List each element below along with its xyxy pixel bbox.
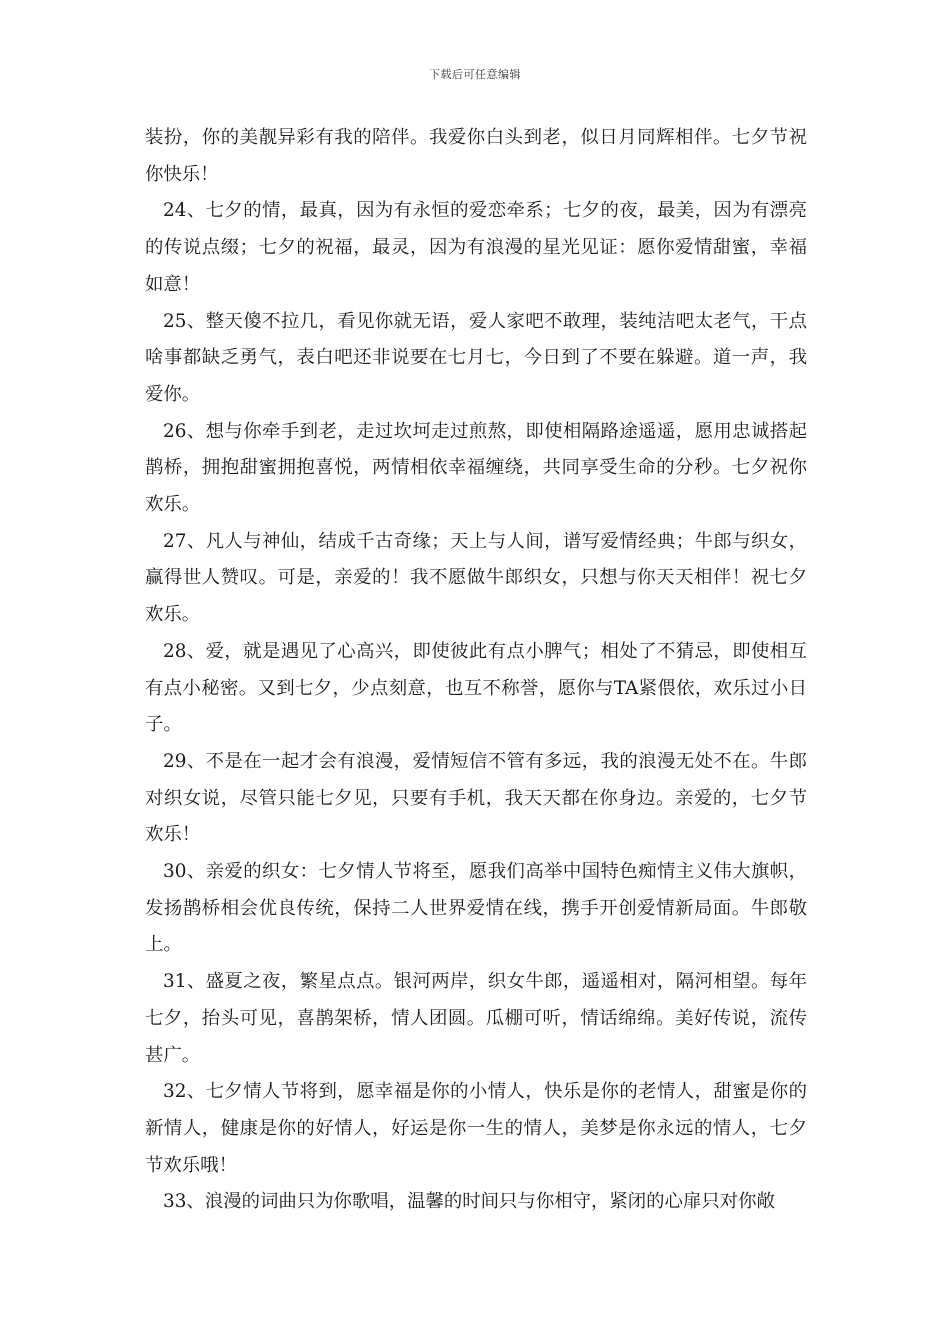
paragraph-28: 28、爱，就是遇见了心高兴，即使彼此有点小脾气；相处了不猜忌，即使相互有点小秘密。又到七夕，少点刻意，也互不称誉，愿你与TA紧偎依，欢乐过小日子。	[145, 640, 807, 736]
paragraph-30: 30、亲爱的织女：七夕情人节将至，愿我们高举中国特色痴情主义伟大旗帜，发扬鹊桥相会优良传统，保持二人世界爱情在线，携手开创爱情新局面。牛郎敬上。	[145, 861, 807, 956]
paragraph-26: 26、想与你牵手到老，走过坎坷走过煎熬，即使相隔路途遥遥，愿用忠诚搭起鹊桥，拥抱甜蜜拥抱喜悦，两情相依幸福缠绕，共同享受生命的分秒。七夕祝你欢乐。	[145, 420, 807, 516]
paragraph-continuation: 装扮，你的美靓异彩有我的陪伴。我爱你白头到老，似日月同辉相伴。七夕节祝你快乐！	[145, 127, 807, 185]
paragraph-32: 32、七夕情人节将到，愿幸福是你的小情人，快乐是你的老情人，甜蜜是你的新情人，健康是你的好情人，好运是你一生的情人，美梦是你永远的情人，七夕节欢乐哦！	[145, 1081, 807, 1176]
paragraph-24: 24、七夕的情，最真，因为有永恒的爱恋牵系；七夕的夜，最美，因为有漂亮的传说点缀；七夕的祝福，最灵，因为有浪漫的星光见证：愿你爱情甜蜜，幸福如意！	[145, 200, 807, 295]
paragraph-33: 33、浪漫的词曲只为你歌唱，温馨的时间只与你相守，紧闭的心扉只对你敞	[163, 1191, 775, 1213]
paragraph-25: 25、整天傻不拉几，看见你就无语，爱人家吧不敢理，装纯洁吧太老气，干点啥事都缺乏勇气，表白吧还非说要在七月七，今日到了不要在躲避。道一声，我爱你。	[145, 310, 807, 405]
paragraph-29: 29、不是在一起才会有浪漫，爱情短信不管有多远，我的浪漫无处不在。牛郎对织女说，尽管只能七夕见，只要有手机，我天天都在你身边。亲爱的，七夕节欢乐！	[145, 750, 807, 846]
page-header: 下载后可任意编辑	[429, 68, 521, 81]
document-body	[145, 120, 807, 1221]
paragraph-27: 27、凡人与神仙，结成千古奇缘；天上与人间，谱写爱情经典；牛郎与织女，赢得世人赞叹。可是，亲爱的！我不愿做牛郎织女，只想与你天天相伴！祝七夕欢乐。	[145, 530, 807, 626]
paragraph-31: 31、盛夏之夜，繁星点点。银河两岸，织女牛郎，遥遥相对，隔河相望。每年七夕，抬头可见，喜鹊架桥，情人团圆。瓜棚可听，情话绵绵。美好传说，流传甚广。	[145, 971, 807, 1066]
